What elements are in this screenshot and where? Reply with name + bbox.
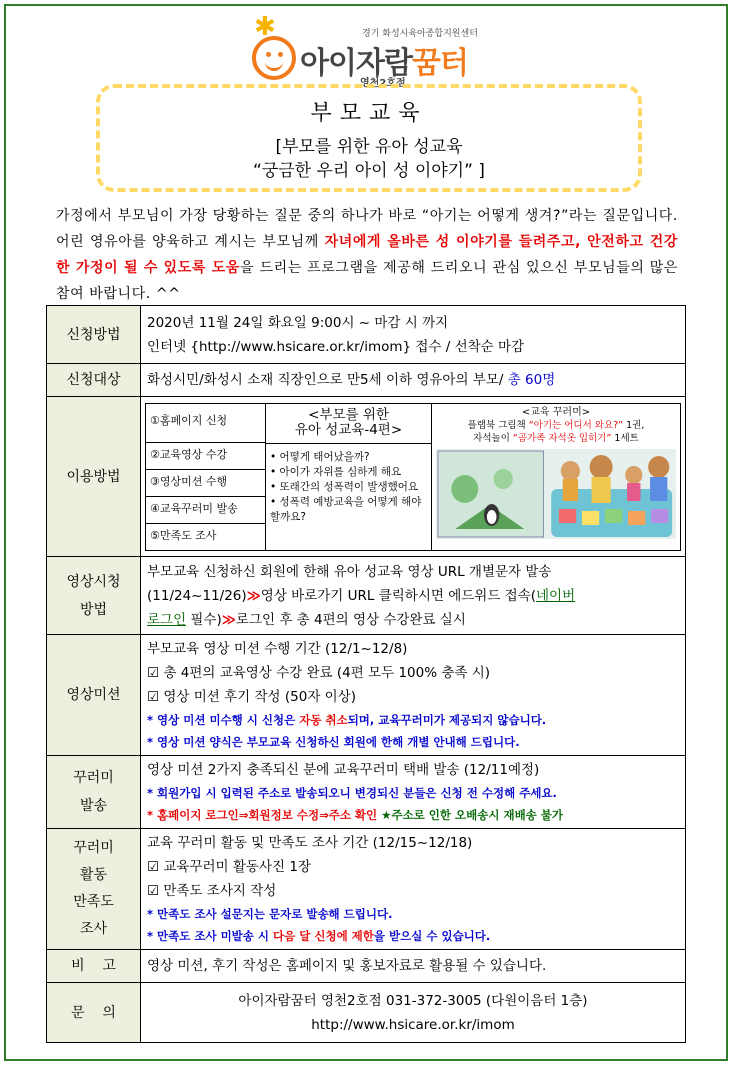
label-remarks: 비 고 — [47, 950, 141, 983]
row-usage — [47, 397, 686, 557]
label-target: 신청대상 — [47, 364, 141, 397]
star-icon: ★ — [381, 808, 392, 822]
logo-org-name: 경기 화성시육아종합지원센터 — [362, 29, 478, 39]
row-mission: 영상미션 부모교육 영상 미션 수행 기간 (12/1~12/8) ☑ 총 4편의 교육영상 수강 완료 (4편 모두 100% 충족 시) ☑ 영상 미션 후기 작성 (50자 이상) * 영상 미션 미수행 시 신청은 자동 취소되며, 교육꾸러미가 제공되지 않습니다. * 영상 미션 양식은 부모교육 신청하신 회원에 한해 개별 안내해 드립니다. — [47, 635, 686, 756]
video-title: <부모를 위한 유아 성교육-4편> — [266, 403, 432, 444]
page-title: 부모교육 — [310, 101, 428, 126]
page-subtitle: [부모를 위한 유아 성교육 “궁금한 우리 아이 성 이야기” ] — [253, 137, 485, 181]
row-video: 영상시청 방법 부모교육 신청하신 회원에 한해 유아 성교육 영상 URL 개별문자 발송 (11/24~11/26)≫영상 바로가기 URL 클릭하시면 에드위드 접속(네이버 로그인 필수)≫로그인 후 총 4편의 영상 수강완료 실시 — [47, 557, 686, 635]
step-2: ②교육영상 수강 — [146, 443, 265, 470]
intro-paragraph: 가정에서 부모님이 가장 당황하는 질문 중의 하나가 바로 “아기는 어떻게 생겨?”라는 질문입니다. 어린 영유아를 양육하고 계시는 부모님께 자녀에게 올바른 성 이야기를 들려주고, 안전하고 건강한 가정이 될 수 있도록 도움을 드리는 프로그램을 제공해 드리오니 관심 있으신 부모님들의 많은 참여 바랍니다. ^^ — [56, 208, 679, 302]
title-box — [96, 84, 642, 192]
label-delivery: 꾸러미 발송 — [47, 756, 141, 829]
label-survey: 꾸러미 활동 만족도 조사 — [47, 829, 141, 950]
logo-branch: 영천2호점 — [360, 78, 406, 89]
star-icon: ✱ — [254, 12, 276, 42]
center-logo — [240, 12, 510, 89]
label-contact: 문 의 — [47, 983, 141, 1043]
video-topics: • 어떻게 태어났을까? • 아이가 자위를 심하게 해요 • 또래간의 성폭력이 발생했어요 • 성폭력 예방교육을 어떻게 해야 할까요? — [266, 444, 432, 550]
login-link[interactable]: 로그인 — [147, 611, 187, 628]
contact-url[interactable]: http://www.hsicare.or.kr/imom — [311, 1016, 515, 1033]
step-5: ⑤만족도 조사 — [150, 528, 217, 542]
row-apply-method: 신청방법 2020년 11월 24일 화요일 9:00시 ~ 마감 시 까지 인터넷 {http://www.hsicare.or.kr/imom} 접수 / 선착순 마감 — [47, 306, 686, 364]
usage-subtable — [145, 403, 681, 551]
kit-cell: <교육 꾸러미> 플랩북 그림책 “아기는 어디서 와요?” 1권, 자석놀이 “곰가족 자석옷 입히기” 1세트 — [432, 403, 681, 550]
step-4: ④교육꾸러미 발송 — [146, 497, 265, 524]
info-table — [46, 305, 686, 1043]
logo-name: 아이자람꿈터 — [300, 46, 468, 81]
label-video: 영상시청 방법 — [47, 557, 141, 635]
row-delivery: 꾸러미 발송 영상 미션 2가지 충족되신 분에 교육꾸러미 택배 발송 (12/11예정) * 회원가입 시 입력된 주소로 발송되오니 변경되신 분들은 신청 전 수정해 주세요. * 홈페이지 로그인⇒회원정보 수정⇒주소 확인 ★주소로 인한 오배송시 재배송 불가 — [47, 756, 686, 829]
row-remarks: 비 고 영상 미션, 후기 작성은 홈페이지 및 홍보자료로 활용될 수 있습니다. — [47, 950, 686, 983]
kit-photo — [436, 449, 676, 539]
smile-face-icon — [252, 36, 296, 80]
naver-link[interactable]: 네이버 — [536, 587, 576, 604]
step-3: ③영상미션 수행 — [146, 470, 265, 497]
row-survey: 꾸러미 활동 만족도 조사 교육 꾸러미 활동 및 만족도 조사 기간 (12/15~12/18) ☑ 교육꾸러미 활동사진 1장 ☑ 만족도 조사지 작성 * 만족도 조사 설문지는 문자로 발송해 드립니다. * 만족도 조사 미발송 시 다음 달 신청에 제한을 받으실 수 있습니다. — [47, 829, 686, 950]
row-contact: 문 의 아이자람꿈터 영천2호점 031-372-3005 (다원이음터 1층) http://www.hsicare.or.kr/imom — [47, 983, 686, 1043]
usage-steps — [146, 404, 265, 550]
apply-url: 인터넷 {http://www.hsicare.or.kr/imom} 접수 / 선착순 마감 — [147, 338, 525, 355]
row-target: 신청대상 화성시민/화성시 소재 직장인으로 만5세 이하 영유아의 부모/ 총 60명 — [47, 364, 686, 397]
kit-illustration — [436, 449, 676, 539]
label-apply-method: 신청방법 — [47, 306, 141, 364]
label-usage: 이용방법 — [47, 397, 141, 557]
target-count: 총 60명 — [507, 372, 556, 388]
label-mission: 영상미션 — [47, 635, 141, 756]
step-1: ①홈페이지 신청 — [146, 404, 265, 443]
